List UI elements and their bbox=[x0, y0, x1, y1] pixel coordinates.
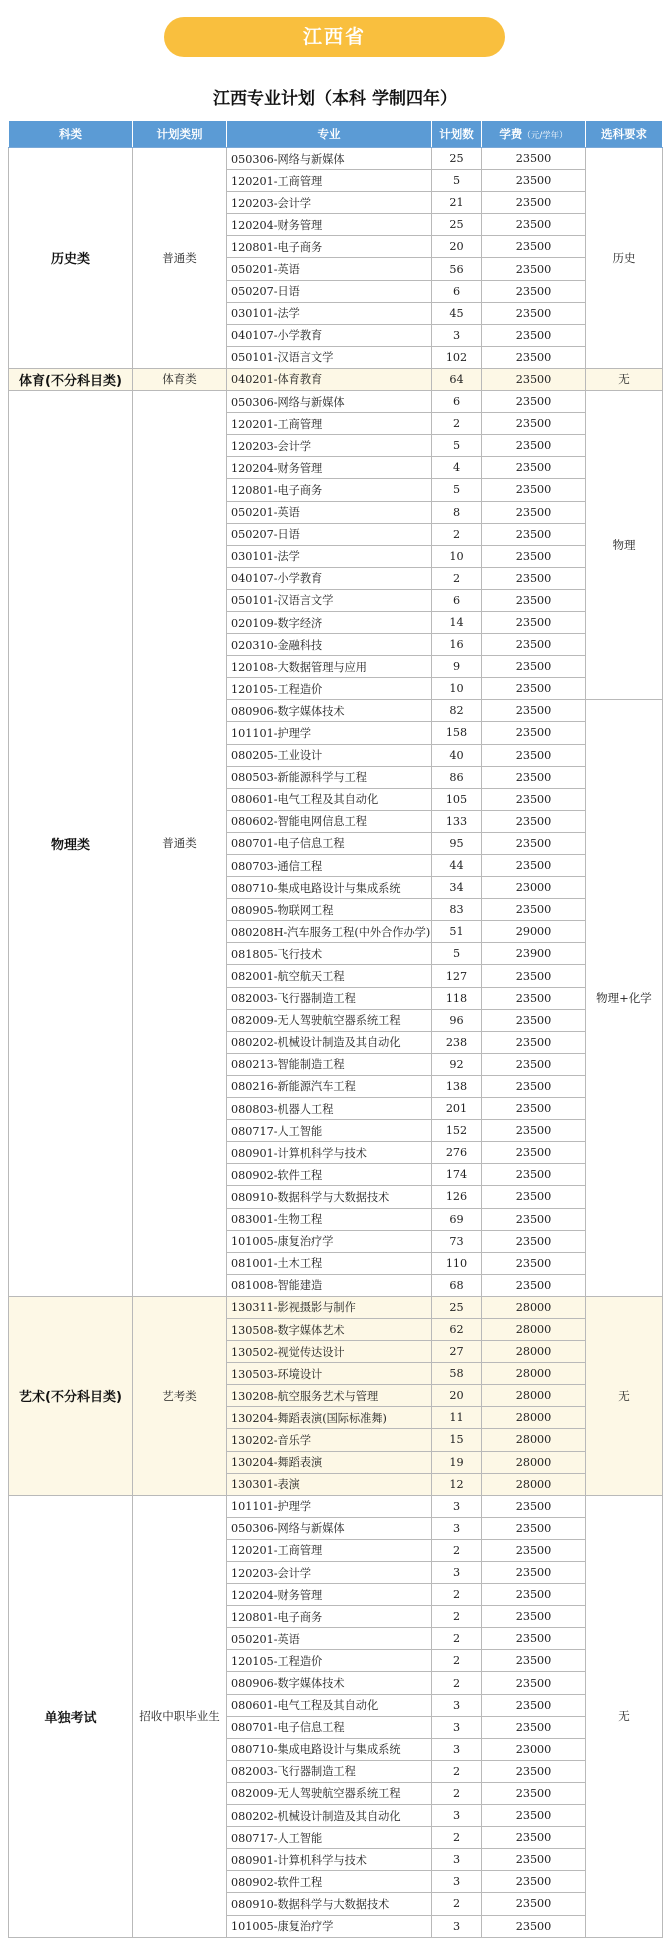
fee-cell: 23500 bbox=[482, 391, 586, 413]
plan-type-cell: 普通类 bbox=[133, 148, 227, 369]
count-cell: 5 bbox=[432, 479, 482, 501]
count-cell: 2 bbox=[432, 1628, 482, 1650]
major-cell: 040107-小学教育 bbox=[227, 324, 432, 346]
requirement-cell: 无 bbox=[586, 368, 663, 390]
subject-cell: 历史类 bbox=[9, 148, 133, 369]
major-cell: 080216-新能源汽车工程 bbox=[227, 1075, 432, 1097]
fee-cell: 23500 bbox=[482, 523, 586, 545]
fee-cell: 23500 bbox=[482, 987, 586, 1009]
subject-cell: 单独考试 bbox=[9, 1495, 133, 1937]
count-cell: 3 bbox=[432, 1495, 482, 1517]
fee-cell: 23500 bbox=[482, 413, 586, 435]
fee-cell: 23500 bbox=[482, 214, 586, 236]
fee-cell: 23500 bbox=[482, 1230, 586, 1252]
plan-type-cell: 艺考类 bbox=[133, 1296, 227, 1495]
fee-cell: 23500 bbox=[482, 545, 586, 567]
requirement-cell: 无 bbox=[586, 1296, 663, 1495]
major-cell: 080905-物联网工程 bbox=[227, 899, 432, 921]
fee-cell: 23500 bbox=[482, 1871, 586, 1893]
major-cell: 130508-数字媒体艺术 bbox=[227, 1318, 432, 1340]
table-row bbox=[9, 148, 663, 170]
major-cell: 082009-无人驾驶航空器系统工程 bbox=[227, 1009, 432, 1031]
fee-cell: 23500 bbox=[482, 1186, 586, 1208]
major-cell: 130202-音乐学 bbox=[227, 1429, 432, 1451]
major-cell: 120201-工商管理 bbox=[227, 170, 432, 192]
major-cell: 120801-电子商务 bbox=[227, 1606, 432, 1628]
fee-cell: 28000 bbox=[482, 1363, 586, 1385]
major-cell: 080202-机械设计制造及其自动化 bbox=[227, 1031, 432, 1053]
fee-cell: 23500 bbox=[482, 656, 586, 678]
fee-cell: 28000 bbox=[482, 1341, 586, 1363]
count-cell: 3 bbox=[432, 1694, 482, 1716]
count-cell: 34 bbox=[432, 877, 482, 899]
major-cell: 050207-日语 bbox=[227, 280, 432, 302]
count-cell: 14 bbox=[432, 611, 482, 633]
major-cell: 080906-数字媒体技术 bbox=[227, 1672, 432, 1694]
count-cell: 9 bbox=[432, 656, 482, 678]
major-cell: 130204-舞蹈表演(国际标准舞) bbox=[227, 1407, 432, 1429]
major-cell: 120108-大数据管理与应用 bbox=[227, 656, 432, 678]
fee-cell: 28000 bbox=[482, 1385, 586, 1407]
count-cell: 3 bbox=[432, 1562, 482, 1584]
major-cell: 080205-工业设计 bbox=[227, 744, 432, 766]
count-cell: 238 bbox=[432, 1031, 482, 1053]
major-cell: 080906-数字媒体技术 bbox=[227, 700, 432, 722]
major-cell: 120204-财务管理 bbox=[227, 214, 432, 236]
subject-cell: 艺术(不分科目类) bbox=[9, 1296, 133, 1495]
major-cell: 101101-护理学 bbox=[227, 1495, 432, 1517]
fee-cell: 23500 bbox=[482, 1915, 586, 1937]
header-plan-type: 计划类别 bbox=[133, 121, 227, 148]
count-cell: 2 bbox=[432, 1539, 482, 1561]
count-cell: 73 bbox=[432, 1230, 482, 1252]
requirement-cell: 物理 bbox=[586, 391, 663, 700]
major-cell: 120801-电子商务 bbox=[227, 479, 432, 501]
fee-cell: 23500 bbox=[482, 170, 586, 192]
count-cell: 2 bbox=[432, 1893, 482, 1915]
major-cell: 050101-汉语言文学 bbox=[227, 589, 432, 611]
fee-cell: 23500 bbox=[482, 1098, 586, 1120]
major-cell: 030101-法学 bbox=[227, 545, 432, 567]
fee-cell: 23000 bbox=[482, 1738, 586, 1760]
count-cell: 83 bbox=[432, 899, 482, 921]
fee-cell: 23500 bbox=[482, 744, 586, 766]
count-cell: 3 bbox=[432, 1517, 482, 1539]
fee-cell: 23500 bbox=[482, 302, 586, 324]
count-cell: 102 bbox=[432, 346, 482, 368]
header-fee bbox=[482, 121, 586, 148]
major-cell: 082009-无人驾驶航空器系统工程 bbox=[227, 1782, 432, 1804]
count-cell: 2 bbox=[432, 1760, 482, 1782]
header-count: 计划数 bbox=[432, 121, 482, 148]
fee-cell: 23500 bbox=[482, 1164, 586, 1186]
header-fee-label: 学费 bbox=[499, 127, 523, 141]
fee-cell: 23500 bbox=[482, 1053, 586, 1075]
count-cell: 86 bbox=[432, 766, 482, 788]
major-cell: 130503-环境设计 bbox=[227, 1363, 432, 1385]
major-cell: 080901-计算机科学与技术 bbox=[227, 1849, 432, 1871]
fee-cell: 23500 bbox=[482, 1517, 586, 1539]
major-cell: 040201-体育教育 bbox=[227, 368, 432, 390]
major-cell: 101005-康复治疗学 bbox=[227, 1230, 432, 1252]
major-cell: 101005-康复治疗学 bbox=[227, 1915, 432, 1937]
count-cell: 45 bbox=[432, 302, 482, 324]
header-subject: 科类 bbox=[9, 121, 133, 148]
fee-cell: 23500 bbox=[482, 1031, 586, 1053]
fee-cell: 23500 bbox=[482, 1760, 586, 1782]
table-row bbox=[9, 391, 663, 413]
major-cell: 120201-工商管理 bbox=[227, 413, 432, 435]
fee-cell: 23500 bbox=[482, 280, 586, 302]
count-cell: 5 bbox=[432, 943, 482, 965]
count-cell: 110 bbox=[432, 1252, 482, 1274]
fee-cell: 23500 bbox=[482, 722, 586, 744]
fee-cell: 23500 bbox=[482, 589, 586, 611]
major-cell: 081008-智能建造 bbox=[227, 1274, 432, 1296]
count-cell: 11 bbox=[432, 1407, 482, 1429]
fee-cell: 23500 bbox=[482, 258, 586, 280]
fee-cell: 23500 bbox=[482, 501, 586, 523]
page-title: 江西专业计划（本科 学制四年） bbox=[213, 89, 457, 109]
fee-cell: 23500 bbox=[482, 1805, 586, 1827]
count-cell: 2 bbox=[432, 1827, 482, 1849]
major-cell: 050201-英语 bbox=[227, 1628, 432, 1650]
fee-cell: 23500 bbox=[482, 678, 586, 700]
major-cell: 080503-新能源科学与工程 bbox=[227, 766, 432, 788]
major-cell: 080910-数据科学与大数据技术 bbox=[227, 1186, 432, 1208]
fee-cell: 23500 bbox=[482, 1274, 586, 1296]
count-cell: 56 bbox=[432, 258, 482, 280]
count-cell: 20 bbox=[432, 1385, 482, 1407]
major-cell: 080717-人工智能 bbox=[227, 1120, 432, 1142]
count-cell: 6 bbox=[432, 280, 482, 302]
subject-cell: 体育(不分科目类) bbox=[9, 368, 133, 390]
fee-cell: 23500 bbox=[482, 634, 586, 656]
fee-cell: 28000 bbox=[482, 1407, 586, 1429]
major-cell: 120203-会计学 bbox=[227, 192, 432, 214]
fee-cell: 23500 bbox=[482, 1562, 586, 1584]
major-cell: 080803-机器人工程 bbox=[227, 1098, 432, 1120]
major-cell: 080902-软件工程 bbox=[227, 1164, 432, 1186]
fee-cell: 23500 bbox=[482, 192, 586, 214]
major-cell: 081001-土木工程 bbox=[227, 1252, 432, 1274]
major-cell: 080601-电气工程及其自动化 bbox=[227, 1694, 432, 1716]
count-cell: 62 bbox=[432, 1318, 482, 1340]
province-banner: 江西省 bbox=[164, 17, 505, 57]
major-cell: 080710-集成电路设计与集成系统 bbox=[227, 1738, 432, 1760]
major-cell: 080213-智能制造工程 bbox=[227, 1053, 432, 1075]
major-cell: 083001-生物工程 bbox=[227, 1208, 432, 1230]
major-cell: 082001-航空航天工程 bbox=[227, 965, 432, 987]
fee-cell: 23500 bbox=[482, 899, 586, 921]
fee-cell: 23500 bbox=[482, 832, 586, 854]
count-cell: 20 bbox=[432, 236, 482, 258]
fee-cell: 23500 bbox=[482, 368, 586, 390]
major-cell: 080717-人工智能 bbox=[227, 1827, 432, 1849]
count-cell: 58 bbox=[432, 1363, 482, 1385]
fee-cell: 23000 bbox=[482, 877, 586, 899]
count-cell: 3 bbox=[432, 1805, 482, 1827]
count-cell: 5 bbox=[432, 435, 482, 457]
count-cell: 2 bbox=[432, 1672, 482, 1694]
major-cell: 080602-智能电网信息工程 bbox=[227, 810, 432, 832]
fee-cell: 23500 bbox=[482, 1495, 586, 1517]
major-cell: 080901-计算机科学与技术 bbox=[227, 1142, 432, 1164]
major-cell: 130208-航空服务艺术与管理 bbox=[227, 1385, 432, 1407]
count-cell: 95 bbox=[432, 832, 482, 854]
count-cell: 10 bbox=[432, 545, 482, 567]
fee-cell: 23500 bbox=[482, 346, 586, 368]
count-cell: 12 bbox=[432, 1473, 482, 1495]
major-cell: 101101-护理学 bbox=[227, 722, 432, 744]
fee-cell: 23500 bbox=[482, 611, 586, 633]
count-cell: 2 bbox=[432, 1782, 482, 1804]
table-body bbox=[9, 148, 663, 1938]
count-cell: 3 bbox=[432, 1716, 482, 1738]
count-cell: 82 bbox=[432, 700, 482, 722]
major-cell: 120201-工商管理 bbox=[227, 1539, 432, 1561]
fee-cell: 23500 bbox=[482, 236, 586, 258]
major-cell: 080701-电子信息工程 bbox=[227, 1716, 432, 1738]
fee-cell: 23500 bbox=[482, 1849, 586, 1871]
header-major: 专业 bbox=[227, 121, 432, 148]
count-cell: 118 bbox=[432, 987, 482, 1009]
count-cell: 2 bbox=[432, 523, 482, 545]
fee-cell: 23500 bbox=[482, 1694, 586, 1716]
major-cell: 080703-通信工程 bbox=[227, 855, 432, 877]
count-cell: 133 bbox=[432, 810, 482, 832]
fee-cell: 23500 bbox=[482, 567, 586, 589]
subject-cell: 物理类 bbox=[9, 391, 133, 1297]
major-cell: 080902-软件工程 bbox=[227, 1871, 432, 1893]
fee-cell: 23500 bbox=[482, 1650, 586, 1672]
major-cell: 080208H-汽车服务工程(中外合作办学) bbox=[227, 921, 432, 943]
major-cell: 130502-视觉传达设计 bbox=[227, 1341, 432, 1363]
major-cell: 120801-电子商务 bbox=[227, 236, 432, 258]
table-row bbox=[9, 368, 663, 390]
table-row bbox=[9, 1296, 663, 1318]
major-cell: 080601-电气工程及其自动化 bbox=[227, 788, 432, 810]
fee-cell: 23500 bbox=[482, 1584, 586, 1606]
table-row bbox=[9, 1495, 663, 1517]
major-cell: 120204-财务管理 bbox=[227, 457, 432, 479]
fee-cell: 23500 bbox=[482, 1120, 586, 1142]
major-cell: 120105-工程造价 bbox=[227, 1650, 432, 1672]
fee-cell: 23500 bbox=[482, 1628, 586, 1650]
count-cell: 8 bbox=[432, 501, 482, 523]
count-cell: 10 bbox=[432, 678, 482, 700]
requirement-cell: 历史 bbox=[586, 148, 663, 369]
count-cell: 6 bbox=[432, 589, 482, 611]
count-cell: 127 bbox=[432, 965, 482, 987]
fee-cell: 23500 bbox=[482, 457, 586, 479]
major-cell: 120203-会计学 bbox=[227, 1562, 432, 1584]
count-cell: 3 bbox=[432, 1871, 482, 1893]
fee-cell: 23500 bbox=[482, 766, 586, 788]
count-cell: 27 bbox=[432, 1341, 482, 1363]
fee-cell: 23900 bbox=[482, 943, 586, 965]
fee-cell: 23500 bbox=[482, 788, 586, 810]
count-cell: 51 bbox=[432, 921, 482, 943]
major-cell: 120105-工程造价 bbox=[227, 678, 432, 700]
fee-cell: 23500 bbox=[482, 855, 586, 877]
count-cell: 105 bbox=[432, 788, 482, 810]
fee-cell: 23500 bbox=[482, 1672, 586, 1694]
fee-cell: 23500 bbox=[482, 1539, 586, 1561]
major-cell: 050201-英语 bbox=[227, 258, 432, 280]
table-header-row bbox=[9, 121, 663, 148]
fee-cell: 23500 bbox=[482, 1893, 586, 1915]
fee-cell: 23500 bbox=[482, 1606, 586, 1628]
major-cell: 120203-会计学 bbox=[227, 435, 432, 457]
major-cell: 120204-财务管理 bbox=[227, 1584, 432, 1606]
fee-cell: 23500 bbox=[482, 1782, 586, 1804]
count-cell: 158 bbox=[432, 722, 482, 744]
count-cell: 2 bbox=[432, 567, 482, 589]
count-cell: 19 bbox=[432, 1451, 482, 1473]
fee-cell: 29000 bbox=[482, 921, 586, 943]
requirement-cell: 物理+化学 bbox=[586, 700, 663, 1297]
count-cell: 4 bbox=[432, 457, 482, 479]
major-cell: 080202-机械设计制造及其自动化 bbox=[227, 1805, 432, 1827]
count-cell: 64 bbox=[432, 368, 482, 390]
fee-cell: 23500 bbox=[482, 479, 586, 501]
fee-cell: 23500 bbox=[482, 1827, 586, 1849]
fee-cell: 23500 bbox=[482, 810, 586, 832]
count-cell: 126 bbox=[432, 1186, 482, 1208]
count-cell: 44 bbox=[432, 855, 482, 877]
count-cell: 25 bbox=[432, 214, 482, 236]
major-cell: 050306-网络与新媒体 bbox=[227, 1517, 432, 1539]
count-cell: 68 bbox=[432, 1274, 482, 1296]
major-cell: 080701-电子信息工程 bbox=[227, 832, 432, 854]
major-cell: 130301-表演 bbox=[227, 1473, 432, 1495]
count-cell: 3 bbox=[432, 1915, 482, 1937]
count-cell: 16 bbox=[432, 634, 482, 656]
count-cell: 25 bbox=[432, 148, 482, 170]
major-cell: 020310-金融科技 bbox=[227, 634, 432, 656]
enrollment-plan-table bbox=[8, 120, 663, 1938]
major-cell: 080910-数据科学与大数据技术 bbox=[227, 1893, 432, 1915]
count-cell: 3 bbox=[432, 324, 482, 346]
count-cell: 6 bbox=[432, 391, 482, 413]
count-cell: 3 bbox=[432, 1849, 482, 1871]
fee-cell: 23500 bbox=[482, 435, 586, 457]
fee-cell: 23500 bbox=[482, 1716, 586, 1738]
major-cell: 130311-影视摄影与制作 bbox=[227, 1296, 432, 1318]
major-cell: 082003-飞行器制造工程 bbox=[227, 987, 432, 1009]
count-cell: 21 bbox=[432, 192, 482, 214]
major-cell: 050101-汉语言文学 bbox=[227, 346, 432, 368]
count-cell: 40 bbox=[432, 744, 482, 766]
major-cell: 080710-集成电路设计与集成系统 bbox=[227, 877, 432, 899]
fee-cell: 28000 bbox=[482, 1451, 586, 1473]
fee-cell: 28000 bbox=[482, 1296, 586, 1318]
count-cell: 25 bbox=[432, 1296, 482, 1318]
plan-type-cell: 招收中职毕业生 bbox=[133, 1495, 227, 1937]
major-cell: 081805-飞行技术 bbox=[227, 943, 432, 965]
count-cell: 2 bbox=[432, 1650, 482, 1672]
major-cell: 050201-英语 bbox=[227, 501, 432, 523]
count-cell: 5 bbox=[432, 170, 482, 192]
fee-cell: 23500 bbox=[482, 700, 586, 722]
fee-cell: 28000 bbox=[482, 1429, 586, 1451]
major-cell: 082003-飞行器制造工程 bbox=[227, 1760, 432, 1782]
plan-type-cell: 普通类 bbox=[133, 391, 227, 1297]
plan-type-cell: 体育类 bbox=[133, 368, 227, 390]
major-cell: 130204-舞蹈表演 bbox=[227, 1451, 432, 1473]
fee-cell: 23500 bbox=[482, 148, 586, 170]
count-cell: 2 bbox=[432, 1584, 482, 1606]
fee-cell: 23500 bbox=[482, 1009, 586, 1031]
fee-cell: 23500 bbox=[482, 1252, 586, 1274]
fee-cell: 23500 bbox=[482, 1075, 586, 1097]
fee-cell: 23500 bbox=[482, 324, 586, 346]
fee-cell: 28000 bbox=[482, 1473, 586, 1495]
major-cell: 050306-网络与新媒体 bbox=[227, 391, 432, 413]
header-requirement: 选科要求 bbox=[586, 121, 663, 148]
fee-cell: 23500 bbox=[482, 1142, 586, 1164]
major-cell: 020109-数字经济 bbox=[227, 611, 432, 633]
count-cell: 2 bbox=[432, 1606, 482, 1628]
count-cell: 15 bbox=[432, 1429, 482, 1451]
count-cell: 276 bbox=[432, 1142, 482, 1164]
count-cell: 201 bbox=[432, 1098, 482, 1120]
count-cell: 3 bbox=[432, 1738, 482, 1760]
major-cell: 040107-小学教育 bbox=[227, 567, 432, 589]
count-cell: 174 bbox=[432, 1164, 482, 1186]
major-cell: 050207-日语 bbox=[227, 523, 432, 545]
major-cell: 030101-法学 bbox=[227, 302, 432, 324]
header-fee-unit: （元/学年） bbox=[522, 131, 568, 141]
count-cell: 152 bbox=[432, 1120, 482, 1142]
count-cell: 138 bbox=[432, 1075, 482, 1097]
major-cell: 050306-网络与新媒体 bbox=[227, 148, 432, 170]
fee-cell: 23500 bbox=[482, 965, 586, 987]
fee-cell: 28000 bbox=[482, 1318, 586, 1340]
count-cell: 69 bbox=[432, 1208, 482, 1230]
fee-cell: 23500 bbox=[482, 1208, 586, 1230]
count-cell: 92 bbox=[432, 1053, 482, 1075]
count-cell: 96 bbox=[432, 1009, 482, 1031]
requirement-cell: 无 bbox=[586, 1495, 663, 1937]
count-cell: 2 bbox=[432, 413, 482, 435]
